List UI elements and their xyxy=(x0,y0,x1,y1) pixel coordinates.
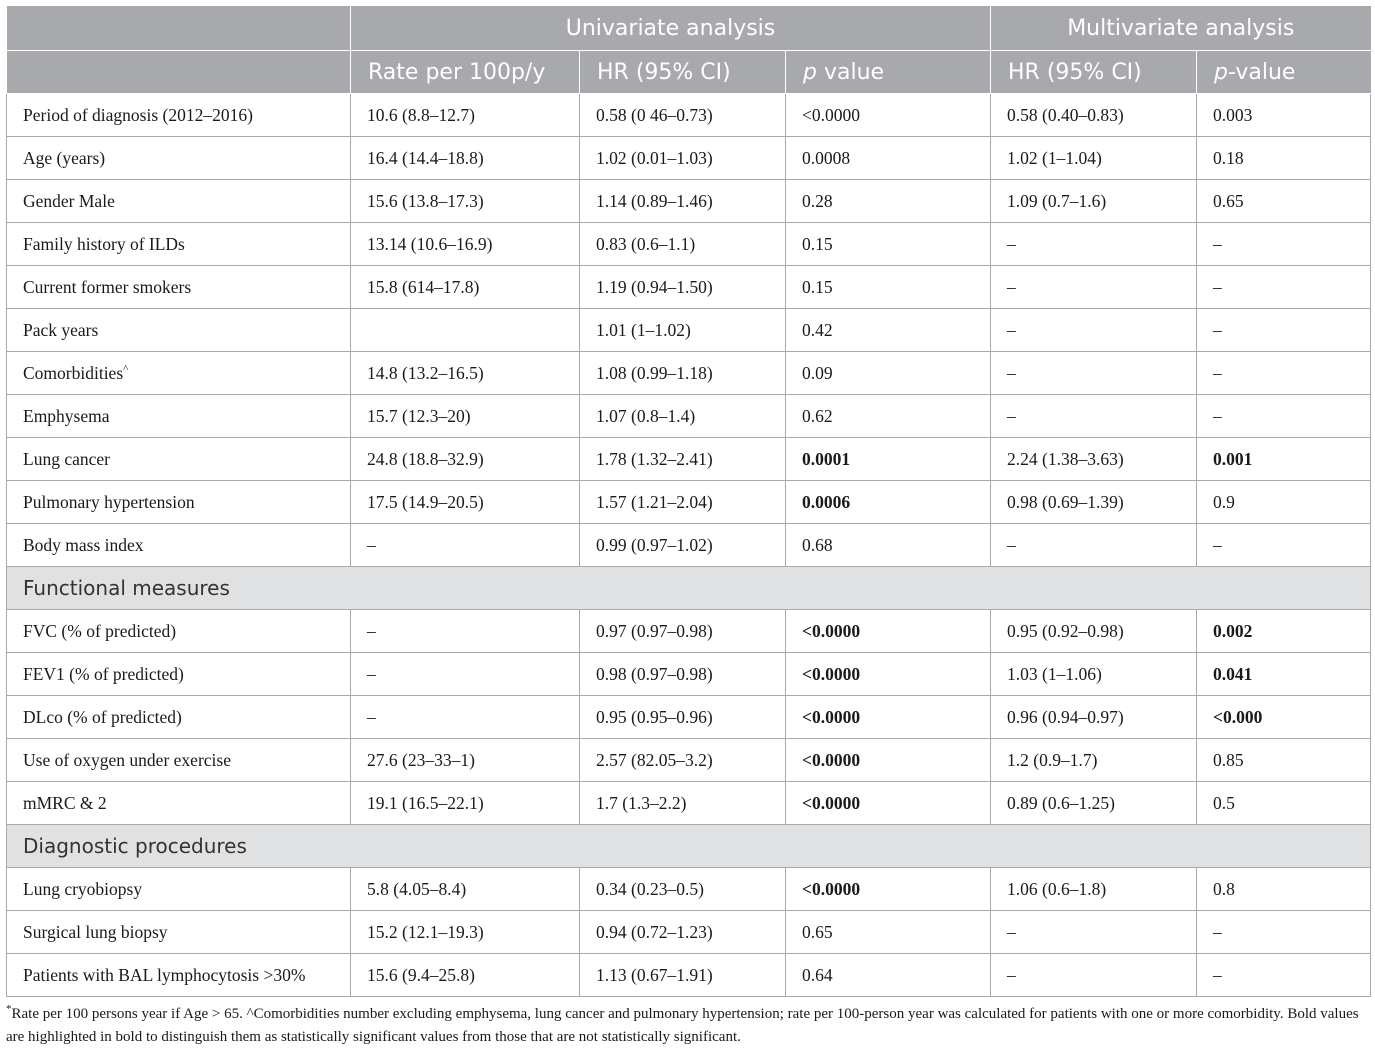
p-italic: p xyxy=(803,59,817,85)
hr-univariate-cell-text: 1.19 (0.94–1.50) xyxy=(596,276,713,297)
p-multivariate-cell xyxy=(1197,309,1371,352)
rate-cell xyxy=(351,481,580,524)
table-row xyxy=(7,696,1371,739)
p-multivariate-cell xyxy=(1197,610,1371,653)
hr-multivariate-cell xyxy=(991,352,1197,395)
row-label xyxy=(7,266,351,309)
hr-multivariate-cell xyxy=(991,696,1197,739)
row-label-text: DLco (% of predicted) xyxy=(23,706,182,727)
row-label xyxy=(7,395,351,438)
p-rest: -value xyxy=(1227,59,1296,85)
hr-univariate-cell xyxy=(580,653,786,696)
hr-univariate-cell-text: 2.57 (82.05–3.2) xyxy=(596,749,713,770)
p-multivariate-cell-text: 0.18 xyxy=(1213,147,1244,168)
p-univariate-cell xyxy=(786,911,991,954)
p-univariate-cell xyxy=(786,954,991,997)
hr-univariate-cell-text: 0.97 (0.97–0.98) xyxy=(596,620,713,641)
p-univariate-cell xyxy=(786,266,991,309)
p-univariate-cell-text: <0.0000 xyxy=(802,792,861,813)
hr-multivariate-cell-text: – xyxy=(1007,319,1016,340)
table-row xyxy=(7,223,1371,266)
section-heading: Functional measures xyxy=(7,567,1371,610)
hr-univariate-cell-text: 1.78 (1.32–2.41) xyxy=(596,448,713,469)
hr-univariate-cell-text: 1.02 (0.01–1.03) xyxy=(596,147,713,168)
p-multivariate-cell-text: – xyxy=(1213,405,1222,426)
rate-cell-text: – xyxy=(367,620,376,641)
hr-univariate-cell-text: 1.08 (0.99–1.18) xyxy=(596,362,713,383)
hr-univariate-cell-text: 1.57 (1.21–2.04) xyxy=(596,491,713,512)
rate-cell xyxy=(351,309,580,352)
hr-univariate-cell-text: 0.58 (0 46–0.73) xyxy=(596,104,713,125)
row-label xyxy=(7,782,351,825)
table-body xyxy=(7,94,1371,997)
hr-univariate-cell-text: 1.07 (0.8–1.4) xyxy=(596,405,696,426)
rate-cell-text: 15.8 (614–17.8) xyxy=(367,276,480,297)
row-label-text: Use of oxygen under exercise xyxy=(23,749,231,770)
p-multivariate-cell-text: 0.65 xyxy=(1213,190,1244,211)
row-label-text: Comorbidities xyxy=(23,362,124,383)
p-univariate-cell xyxy=(786,653,991,696)
rate-cell xyxy=(351,524,580,567)
hr-multivariate-cell-text: 1.2 (0.9–1.7) xyxy=(1007,749,1098,770)
col-header-p-univariate xyxy=(786,51,991,94)
hr-univariate-cell-text: 0.98 (0.97–0.98) xyxy=(596,663,713,684)
hr-multivariate-cell-text: 1.06 (0.6–1.8) xyxy=(1007,878,1107,899)
hr-multivariate-cell xyxy=(991,180,1197,223)
hr-multivariate-cell-text: 1.03 (1–1.06) xyxy=(1007,663,1102,684)
p-multivariate-cell xyxy=(1197,223,1371,266)
header-empty-cell xyxy=(7,51,351,94)
footnote xyxy=(6,1003,1370,1049)
rate-cell xyxy=(351,223,580,266)
hr-univariate-cell xyxy=(580,180,786,223)
rate-cell xyxy=(351,696,580,739)
hr-univariate-cell-text: 1.7 (1.3–2.2) xyxy=(596,792,687,813)
hr-multivariate-cell-text: 0.58 (0.40–0.83) xyxy=(1007,104,1124,125)
row-label-text: FEV1 (% of predicted) xyxy=(23,663,184,684)
table-row xyxy=(7,610,1371,653)
hr-multivariate-cell xyxy=(991,137,1197,180)
rate-cell xyxy=(351,137,580,180)
rate-cell-text: 14.8 (13.2–16.5) xyxy=(367,362,484,383)
p-univariate-cell-text: <0.0000 xyxy=(802,706,861,727)
p-univariate-cell-text: <0.0000 xyxy=(802,663,861,684)
p-multivariate-cell xyxy=(1197,266,1371,309)
p-univariate-cell xyxy=(786,739,991,782)
p-univariate-cell-text: 0.68 xyxy=(802,534,833,555)
hr-multivariate-cell-text: 0.89 (0.6–1.25) xyxy=(1007,792,1115,813)
rate-cell-text: 19.1 (16.5–22.1) xyxy=(367,792,484,813)
p-multivariate-cell xyxy=(1197,180,1371,223)
hr-univariate-cell xyxy=(580,954,786,997)
table-row xyxy=(7,782,1371,825)
row-label-text: Surgical lung biopsy xyxy=(23,921,168,942)
table-row xyxy=(7,911,1371,954)
rate-cell-text: 27.6 (23–33–1) xyxy=(367,749,475,770)
hr-multivariate-cell xyxy=(991,395,1197,438)
row-label-text: Patients with BAL lymphocytosis >30% xyxy=(23,964,306,985)
rate-cell-text: 16.4 (14.4–18.8) xyxy=(367,147,484,168)
p-multivariate-cell-text: 0.8 xyxy=(1213,878,1235,899)
rate-cell-text: – xyxy=(367,663,376,684)
table-row xyxy=(7,309,1371,352)
p-multivariate-cell xyxy=(1197,868,1371,911)
row-label xyxy=(7,524,351,567)
p-univariate-cell-text: <0.0000 xyxy=(802,749,861,770)
p-univariate-cell-text: 0.15 xyxy=(802,276,833,297)
hr-univariate-cell xyxy=(580,223,786,266)
table-container xyxy=(6,6,1370,1049)
p-univariate-cell-text: 0.0008 xyxy=(802,147,851,168)
p-multivariate-cell xyxy=(1197,696,1371,739)
rate-cell-text: 17.5 (14.9–20.5) xyxy=(367,491,484,512)
hr-multivariate-cell-text: – xyxy=(1007,921,1016,942)
p-multivariate-cell-text: – xyxy=(1213,233,1222,254)
p-multivariate-cell-text: 0.9 xyxy=(1213,491,1235,512)
hr-multivariate-cell-text: 1.09 (0.7–1.6) xyxy=(1007,190,1107,211)
table-row xyxy=(7,954,1371,997)
row-label-text: FVC (% of predicted) xyxy=(23,620,177,641)
p-univariate-cell-text: <0.0000 xyxy=(802,104,860,125)
p-multivariate-cell xyxy=(1197,782,1371,825)
p-multivariate-cell xyxy=(1197,954,1371,997)
p-multivariate-cell xyxy=(1197,653,1371,696)
table-row xyxy=(7,180,1371,223)
hr-univariate-cell xyxy=(580,524,786,567)
hr-univariate-cell xyxy=(580,739,786,782)
row-label-text: Lung cancer xyxy=(23,448,110,469)
p-univariate-cell-text: <0.0000 xyxy=(802,620,861,641)
table-row xyxy=(7,438,1371,481)
p-multivariate-cell-text: – xyxy=(1213,534,1222,555)
multivariate-group-header: Multivariate analysis xyxy=(991,6,1371,51)
row-label xyxy=(7,610,351,653)
hr-multivariate-cell xyxy=(991,782,1197,825)
table-row xyxy=(7,739,1371,782)
table-row xyxy=(7,395,1371,438)
p-multivariate-cell xyxy=(1197,94,1371,137)
p-univariate-cell xyxy=(786,782,991,825)
footnote-text: Rate per 100 persons year if Age > 65. ^Comorbidities number excluding emphysema, lung cancer and pulmonary hypertension; rate per 100-person year was calculated for patients with one or more comorbidity. Bold values are highlighted in bold to distinguish them as statistically significant values from those that are not statistically significant. xyxy=(6,1006,1359,1045)
p-multivariate-cell-text: – xyxy=(1213,921,1222,942)
table-row xyxy=(7,653,1371,696)
p-univariate-cell xyxy=(786,524,991,567)
p-univariate-cell xyxy=(786,395,991,438)
p-multivariate-cell xyxy=(1197,438,1371,481)
p-multivariate-cell-text: 0.003 xyxy=(1213,104,1253,125)
row-label xyxy=(7,954,351,997)
section-heading: Diagnostic procedures xyxy=(7,825,1371,868)
hr-multivariate-cell-text: – xyxy=(1007,276,1016,297)
row-label xyxy=(7,696,351,739)
hr-univariate-cell-text: 0.94 (0.72–1.23) xyxy=(596,921,713,942)
p-italic: p xyxy=(1214,59,1228,85)
row-label xyxy=(7,653,351,696)
p-multivariate-cell xyxy=(1197,352,1371,395)
rate-cell xyxy=(351,954,580,997)
header-empty-cell xyxy=(7,6,351,51)
row-label-text: Family history of ILDs xyxy=(23,233,185,254)
hr-univariate-cell-text: 1.01 (1–1.02) xyxy=(596,319,691,340)
row-label-text: mMRC & 2 xyxy=(23,792,107,813)
p-univariate-cell xyxy=(786,94,991,137)
row-label-text: Pack years xyxy=(23,319,99,340)
hr-univariate-cell xyxy=(580,610,786,653)
rate-cell xyxy=(351,438,580,481)
table-header xyxy=(7,6,1371,94)
hr-multivariate-cell xyxy=(991,524,1197,567)
row-label xyxy=(7,180,351,223)
hr-multivariate-cell-text: – xyxy=(1007,964,1016,985)
p-multivariate-cell-text: 0.001 xyxy=(1213,448,1253,469)
hr-univariate-cell xyxy=(580,94,786,137)
p-univariate-cell-text: <0.0000 xyxy=(802,878,861,899)
rate-cell xyxy=(351,94,580,137)
hr-multivariate-cell-text: 0.96 (0.94–0.97) xyxy=(1007,706,1124,727)
hr-univariate-cell-text: 1.14 (0.89–1.46) xyxy=(596,190,713,211)
p-multivariate-cell-text: – xyxy=(1213,319,1222,340)
rate-cell xyxy=(351,180,580,223)
hr-univariate-cell xyxy=(580,481,786,524)
hr-univariate-cell xyxy=(580,911,786,954)
p-multivariate-cell xyxy=(1197,481,1371,524)
section-row xyxy=(7,567,1371,610)
hr-multivariate-cell-text: 0.98 (0.69–1.39) xyxy=(1007,491,1124,512)
p-univariate-cell xyxy=(786,180,991,223)
rate-cell xyxy=(351,739,580,782)
p-multivariate-cell-text: 0.85 xyxy=(1213,749,1244,770)
p-multivariate-cell-text: 0.002 xyxy=(1213,620,1253,641)
hr-univariate-cell xyxy=(580,782,786,825)
rate-cell-text: 15.2 (12.1–19.3) xyxy=(367,921,484,942)
rate-cell-text: 15.7 (12.3–20) xyxy=(367,405,471,426)
p-univariate-cell xyxy=(786,696,991,739)
row-label xyxy=(7,868,351,911)
rate-cell-text: – xyxy=(367,534,376,555)
hr-multivariate-cell xyxy=(991,438,1197,481)
table-row xyxy=(7,266,1371,309)
rate-cell xyxy=(351,653,580,696)
hr-multivariate-cell xyxy=(991,266,1197,309)
label-superscript: ^ xyxy=(123,362,129,375)
table-row xyxy=(7,868,1371,911)
p-univariate-cell xyxy=(786,137,991,180)
row-label xyxy=(7,481,351,524)
p-univariate-cell xyxy=(786,610,991,653)
rate-cell-text: 24.8 (18.8–32.9) xyxy=(367,448,484,469)
rate-cell xyxy=(351,395,580,438)
table-row xyxy=(7,352,1371,395)
p-univariate-cell-text: 0.15 xyxy=(802,233,833,254)
p-univariate-cell-text: 0.62 xyxy=(802,405,833,426)
hr-multivariate-cell xyxy=(991,653,1197,696)
table-row xyxy=(7,481,1371,524)
rate-cell xyxy=(351,868,580,911)
row-label xyxy=(7,911,351,954)
table-row xyxy=(7,524,1371,567)
hr-multivariate-cell xyxy=(991,610,1197,653)
row-label xyxy=(7,739,351,782)
hr-multivariate-cell xyxy=(991,481,1197,524)
hr-multivariate-cell-text: – xyxy=(1007,534,1016,555)
row-label xyxy=(7,438,351,481)
rate-cell-text: 10.6 (8.8–12.7) xyxy=(367,104,475,125)
p-univariate-cell-text: 0.0001 xyxy=(802,448,851,469)
p-multivariate-cell-text: 0.041 xyxy=(1213,663,1253,684)
hr-univariate-cell xyxy=(580,352,786,395)
hr-multivariate-cell xyxy=(991,739,1197,782)
p-univariate-cell xyxy=(786,868,991,911)
p-multivariate-cell xyxy=(1197,739,1371,782)
row-label-text: Age (years) xyxy=(23,147,106,168)
p-univariate-cell xyxy=(786,223,991,266)
p-multivariate-cell-text: – xyxy=(1213,964,1222,985)
hr-univariate-cell xyxy=(580,309,786,352)
table-row xyxy=(7,94,1371,137)
col-header-hr-univariate: HR (95% CI) xyxy=(580,51,786,94)
p-multivariate-cell-text: <0.000 xyxy=(1213,706,1263,727)
rate-cell-text: 5.8 (4.05–8.4) xyxy=(367,878,467,899)
row-label xyxy=(7,352,351,395)
hr-univariate-cell-text: 0.83 (0.6–1.1) xyxy=(596,233,696,254)
rate-cell-text: 13.14 (10.6–16.9) xyxy=(367,233,493,254)
hr-univariate-cell xyxy=(580,438,786,481)
row-label-text: Period of diagnosis (2012–2016) xyxy=(23,104,253,125)
p-multivariate-cell xyxy=(1197,911,1371,954)
hr-univariate-cell-text: 0.34 (0.23–0.5) xyxy=(596,878,704,899)
row-label xyxy=(7,94,351,137)
p-univariate-cell-text: 0.09 xyxy=(802,362,833,383)
p-multivariate-cell xyxy=(1197,395,1371,438)
p-univariate-cell xyxy=(786,352,991,395)
hr-multivariate-cell-text: 1.02 (1–1.04) xyxy=(1007,147,1102,168)
row-label xyxy=(7,309,351,352)
rate-cell xyxy=(351,911,580,954)
hr-multivariate-cell xyxy=(991,223,1197,266)
hr-multivariate-cell xyxy=(991,309,1197,352)
rate-cell xyxy=(351,266,580,309)
p-univariate-cell-text: 0.64 xyxy=(802,964,833,985)
rate-cell-text: 15.6 (13.8–17.3) xyxy=(367,190,484,211)
p-multivariate-cell-text: 0.5 xyxy=(1213,792,1235,813)
hr-multivariate-cell xyxy=(991,868,1197,911)
rate-cell xyxy=(351,782,580,825)
hr-univariate-cell xyxy=(580,868,786,911)
hr-multivariate-cell-text: – xyxy=(1007,405,1016,426)
row-label-text: Pulmonary hypertension xyxy=(23,491,195,512)
p-univariate-cell-text: 0.28 xyxy=(802,190,833,211)
col-header-rate: Rate per 100p/y xyxy=(351,51,580,94)
hr-multivariate-cell-text: – xyxy=(1007,233,1016,254)
row-label-text: Body mass index xyxy=(23,534,144,555)
footnote-mark: * xyxy=(6,1003,12,1015)
rate-cell-text: – xyxy=(367,706,376,727)
hr-multivariate-cell xyxy=(991,94,1197,137)
hr-multivariate-cell-text: 2.24 (1.38–3.63) xyxy=(1007,448,1124,469)
univariate-group-header: Univariate analysis xyxy=(351,6,991,51)
section-row xyxy=(7,825,1371,868)
rate-cell xyxy=(351,610,580,653)
row-label xyxy=(7,223,351,266)
row-label xyxy=(7,137,351,180)
hr-multivariate-cell-text: 0.95 (0.92–0.98) xyxy=(1007,620,1124,641)
hr-univariate-cell xyxy=(580,137,786,180)
col-header-hr-multivariate: HR (95% CI) xyxy=(991,51,1197,94)
p-univariate-cell xyxy=(786,438,991,481)
hr-multivariate-cell xyxy=(991,954,1197,997)
row-label-text: Emphysema xyxy=(23,405,110,426)
p-multivariate-cell-text: – xyxy=(1213,362,1222,383)
row-label-text: Lung cryobiopsy xyxy=(23,878,143,899)
rate-cell xyxy=(351,352,580,395)
hr-univariate-cell-text: 1.13 (0.67–1.91) xyxy=(596,964,713,985)
p-multivariate-cell xyxy=(1197,524,1371,567)
rate-cell-text: 15.6 (9.4–25.8) xyxy=(367,964,475,985)
p-multivariate-cell-text: – xyxy=(1213,276,1222,297)
hr-univariate-cell-text: 0.99 (0.97–1.02) xyxy=(596,534,713,555)
table-row xyxy=(7,137,1371,180)
p-rest: value xyxy=(816,59,885,85)
p-multivariate-cell xyxy=(1197,137,1371,180)
hr-univariate-cell-text: 0.95 (0.95–0.96) xyxy=(596,706,713,727)
hr-multivariate-cell xyxy=(991,911,1197,954)
p-univariate-cell xyxy=(786,481,991,524)
row-label-text: Current former smokers xyxy=(23,276,192,297)
p-univariate-cell-text: 0.0006 xyxy=(802,491,851,512)
row-label-text: Gender Male xyxy=(23,190,115,211)
p-univariate-cell xyxy=(786,309,991,352)
p-univariate-cell-text: 0.42 xyxy=(802,319,833,340)
hr-multivariate-cell-text: – xyxy=(1007,362,1016,383)
hr-univariate-cell xyxy=(580,696,786,739)
hr-univariate-cell xyxy=(580,266,786,309)
hr-univariate-cell xyxy=(580,395,786,438)
col-header-p-multivariate xyxy=(1197,51,1371,94)
p-univariate-cell-text: 0.65 xyxy=(802,921,833,942)
results-table xyxy=(6,6,1371,997)
